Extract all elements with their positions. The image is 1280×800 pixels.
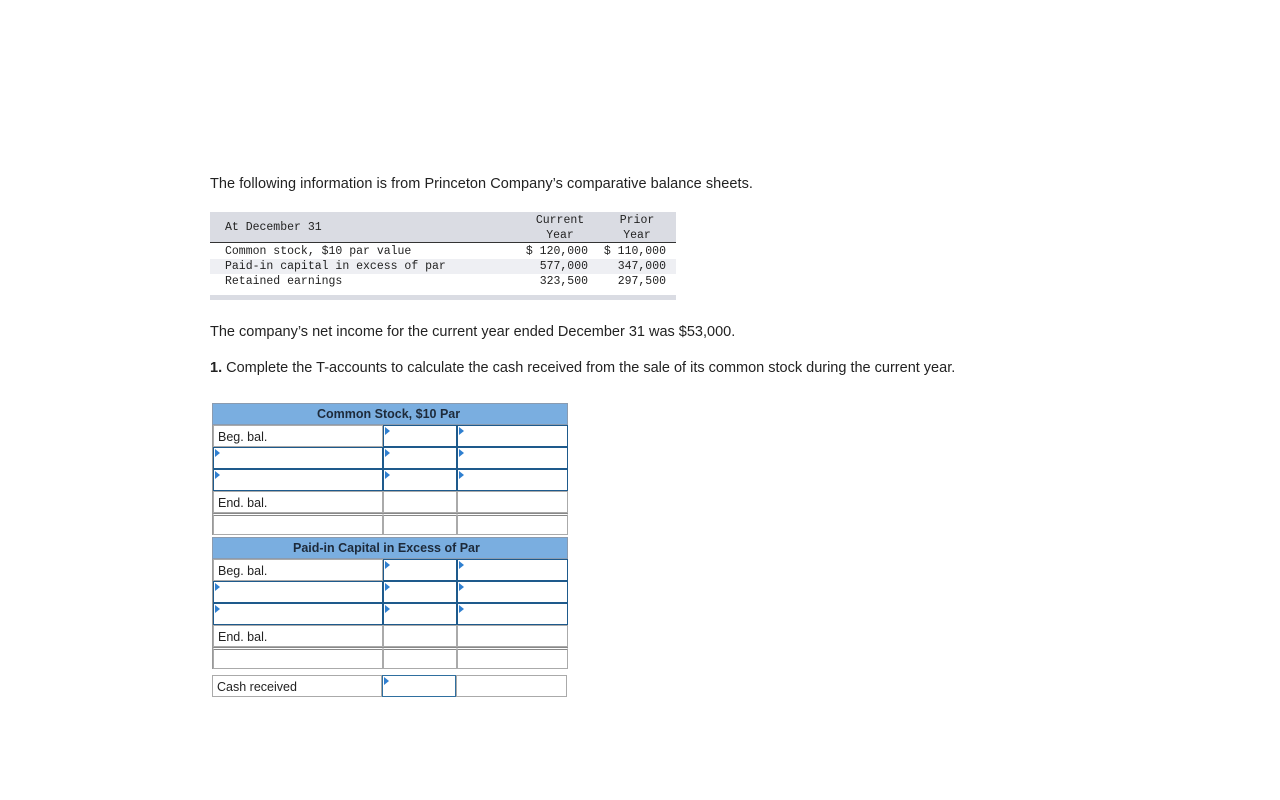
input-marker-icon bbox=[385, 471, 390, 479]
credit-total-cell bbox=[457, 625, 568, 647]
end-bal-label: End. bal. bbox=[213, 625, 383, 647]
entry-label-input[interactable] bbox=[213, 581, 383, 603]
balance-row-retained-earnings bbox=[210, 274, 676, 289]
question-number: 1. bbox=[210, 360, 223, 376]
credit-input[interactable] bbox=[457, 559, 568, 581]
entry-row bbox=[212, 469, 568, 491]
entry-row bbox=[212, 447, 568, 469]
net-income-text: The company’s net income for the current year ended December 31 was $53,000. bbox=[210, 324, 736, 340]
header-current-year bbox=[532, 213, 588, 243]
blank-cell bbox=[383, 513, 457, 535]
input-marker-icon bbox=[459, 449, 464, 457]
input-marker-icon bbox=[385, 561, 390, 569]
input-marker-icon bbox=[385, 449, 390, 457]
debit-input[interactable] bbox=[383, 581, 457, 603]
debit-total-cell bbox=[383, 491, 457, 513]
question-body: Complete the T-accounts to calculate the cash received from the sale of its common stock during the current year. bbox=[226, 360, 956, 376]
input-marker-icon bbox=[215, 449, 220, 457]
header-prior-year bbox=[610, 213, 664, 243]
entry-label-input[interactable] bbox=[213, 603, 383, 625]
input-marker-icon bbox=[215, 471, 220, 479]
blank-cell bbox=[456, 675, 567, 697]
entry-label-input[interactable] bbox=[213, 469, 383, 491]
balance-sheet-table bbox=[210, 212, 676, 300]
header-date-label: At December 31 bbox=[225, 221, 322, 234]
credit-input[interactable] bbox=[457, 581, 568, 603]
credit-input[interactable] bbox=[457, 469, 568, 491]
row-current-value: $ 120,000 bbox=[525, 245, 588, 258]
cash-received-line bbox=[212, 675, 568, 697]
entry-label-input[interactable] bbox=[213, 447, 383, 469]
input-marker-icon bbox=[459, 605, 464, 613]
credit-total-cell bbox=[457, 491, 568, 513]
debit-input[interactable] bbox=[383, 469, 457, 491]
input-marker-icon bbox=[459, 561, 464, 569]
cash-received-label: Cash received bbox=[212, 675, 382, 697]
input-marker-icon bbox=[459, 427, 464, 435]
header-prior-line2: Year bbox=[623, 229, 651, 242]
beg-bal-row bbox=[212, 559, 568, 581]
input-marker-icon bbox=[385, 583, 390, 591]
blank-cell bbox=[457, 647, 568, 669]
row-prior-value: $ 110,000 bbox=[603, 245, 666, 258]
debit-input[interactable] bbox=[383, 447, 457, 469]
balance-sheet-footer-bar bbox=[210, 295, 676, 300]
entry-row bbox=[212, 581, 568, 603]
blank-cell bbox=[457, 513, 568, 535]
balance-row-common-stock bbox=[210, 244, 676, 259]
cash-received-input[interactable] bbox=[382, 675, 456, 697]
credit-input[interactable] bbox=[457, 447, 568, 469]
taccount-title bbox=[212, 537, 568, 559]
credit-input[interactable] bbox=[457, 425, 568, 447]
beg-bal-row bbox=[212, 425, 568, 447]
row-prior-value: 347,000 bbox=[617, 260, 666, 273]
balance-sheet-header bbox=[210, 212, 676, 243]
input-marker-icon bbox=[385, 605, 390, 613]
taccount-paid-in-capital bbox=[212, 537, 568, 669]
row-current-value: 577,000 bbox=[539, 260, 588, 273]
input-marker-icon bbox=[215, 605, 220, 613]
beg-bal-label: Beg. bal. bbox=[213, 425, 383, 447]
debit-input[interactable] bbox=[383, 559, 457, 581]
input-marker-icon bbox=[459, 471, 464, 479]
totals-row bbox=[212, 647, 568, 669]
header-current-line1: Current bbox=[535, 214, 585, 227]
debit-input[interactable] bbox=[383, 425, 457, 447]
totals-row bbox=[212, 513, 568, 535]
blank-cell bbox=[213, 513, 383, 535]
row-label: Retained earnings bbox=[225, 275, 343, 288]
debit-total-cell bbox=[383, 625, 457, 647]
intro-text: The following information is from Princeton Company’s comparative balance sheets. bbox=[210, 176, 753, 192]
blank-cell bbox=[383, 647, 457, 669]
taccount-title-text: Paid-in Capital in Excess of Par bbox=[293, 541, 480, 555]
debit-input[interactable] bbox=[383, 603, 457, 625]
input-marker-icon bbox=[459, 583, 464, 591]
taccount-title-text: Common Stock, $10 Par bbox=[317, 407, 461, 421]
end-bal-label: End. bal. bbox=[213, 491, 383, 513]
cash-received-row bbox=[212, 675, 568, 697]
entry-row bbox=[212, 603, 568, 625]
row-label: Paid-in capital in excess of par bbox=[225, 260, 446, 273]
blank-cell bbox=[213, 647, 383, 669]
input-marker-icon bbox=[215, 583, 220, 591]
taccount-common-stock bbox=[212, 403, 568, 535]
end-bal-row bbox=[212, 625, 568, 647]
balance-row-paid-in-capital bbox=[210, 259, 676, 274]
header-prior-line1: Prior bbox=[619, 214, 655, 227]
header-current-line2: Year bbox=[546, 229, 574, 242]
input-marker-icon bbox=[385, 427, 390, 435]
question-text bbox=[210, 360, 955, 376]
taccount-title bbox=[212, 403, 568, 425]
row-current-value: 323,500 bbox=[539, 275, 588, 288]
row-prior-value: 297,500 bbox=[617, 275, 666, 288]
input-marker-icon bbox=[384, 677, 389, 685]
beg-bal-label: Beg. bal. bbox=[213, 559, 383, 581]
end-bal-row bbox=[212, 491, 568, 513]
row-label: Common stock, $10 par value bbox=[225, 245, 412, 258]
credit-input[interactable] bbox=[457, 603, 568, 625]
